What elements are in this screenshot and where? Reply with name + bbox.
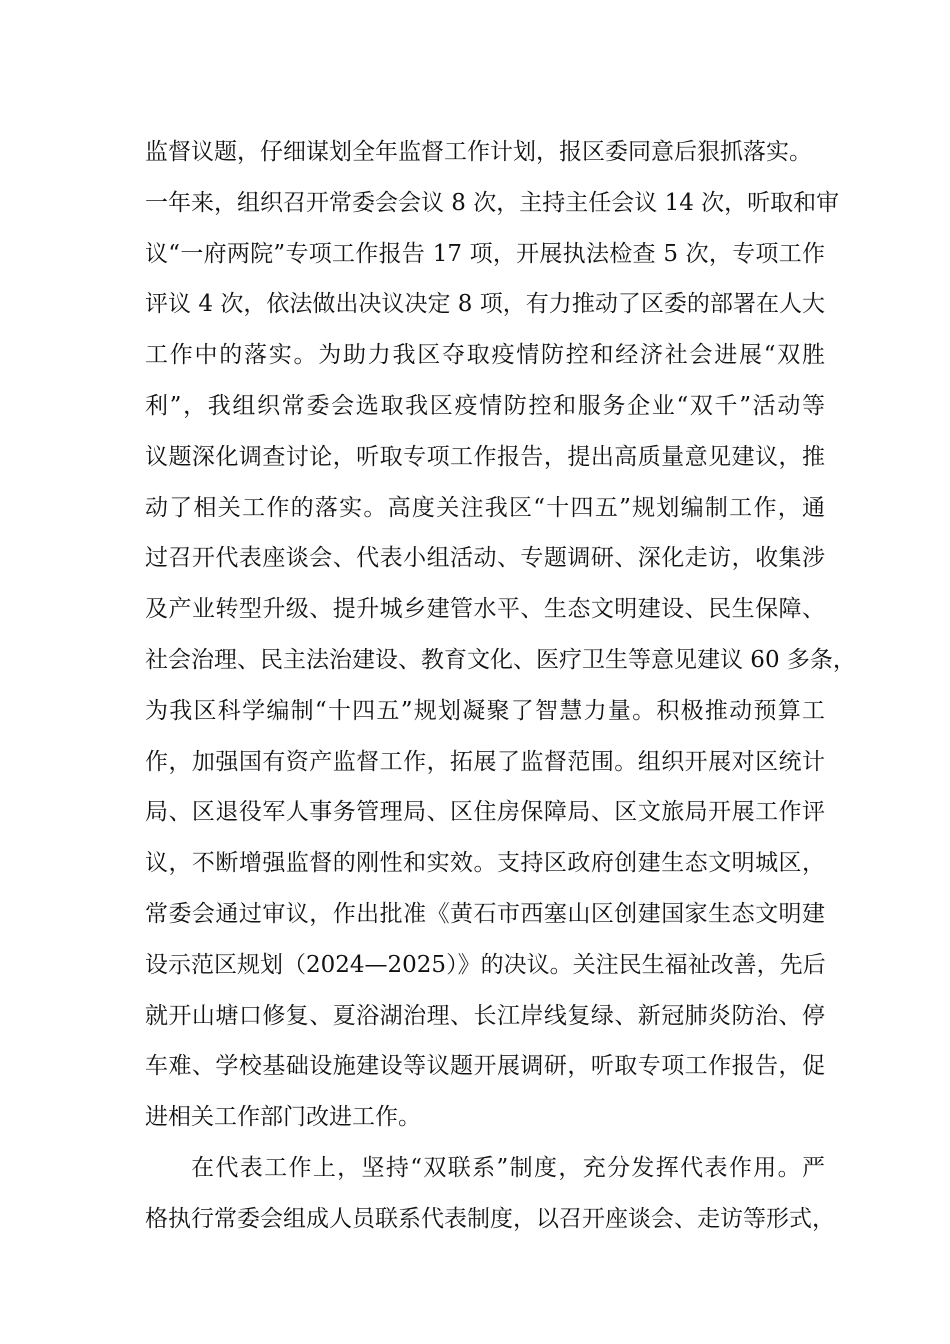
- text-line: 进相关工作部门改进工作。: [145, 1104, 421, 1131]
- text-line: 就开山塘口修复、夏浴湖治理、长江岸线复绿、新冠肺炎防治、停: [145, 1002, 825, 1029]
- text-line: 动了相关工作的落实。高度关注我区“十四五”规划编制工作，通: [145, 494, 825, 521]
- text-line: 利”，我组织常委会选取我区疫情防控和服务企业“双千”活动等: [145, 392, 825, 419]
- text-line: 常委会通过审议，作出批准《黄石市西塞山区创建国家生态文明建: [145, 900, 825, 927]
- text-line: 评议 4 次，依法做出决议决定 8 项，有力推动了区委的部署在人大: [145, 291, 825, 318]
- paragraph-first-line: 在代表工作上，坚持“双联系”制度，充分发挥代表作用。严: [191, 1154, 825, 1181]
- text-line: 议“一府两院”专项工作报告 17 项，开展执法检查 5 次，专项工作: [145, 240, 825, 267]
- text-line: 及产业转型升级、提升城乡建管水平、生态文明建设、民生保障、: [145, 596, 825, 623]
- text-line: 过召开代表座谈会、代表小组活动、专题调研、深化走访，收集涉: [145, 545, 825, 572]
- text-line: 议题深化调查讨论，听取专项工作报告，提出高质量意见建议，推: [145, 443, 825, 470]
- text-line: 格执行常委会组成人员联系代表制度，以召开座谈会、走访等形式，: [145, 1205, 835, 1232]
- body-text: [145, 127, 856, 1245]
- text-line: 作，加强国有资产监督工作，拓展了监督范围。组织开展对区统计: [145, 748, 825, 775]
- text-line: 局、区退役军人事务管理局、区住房保障局、区文旅局开展工作评: [145, 799, 825, 826]
- text-line: 车难、学校基础设施建设等议题开展调研，听取专项工作报告，促: [145, 1053, 825, 1080]
- text-line: 社会治理、民主法治建设、教育文化、医疗卫生等意见建议 60 多条，: [145, 646, 856, 673]
- text-line: 工作中的落实。为助力我区夺取疫情防控和经济社会进展“双胜: [145, 342, 825, 369]
- text-line: 议，不断增强监督的刚性和实效。支持区政府创建生态文明城区，: [145, 850, 825, 877]
- text-line: 监督议题，仔细谋划全年监督工作计划，报区委同意后狠抓落实。: [145, 139, 812, 165]
- text-line: 为我区科学编制“十四五”规划凝聚了智慧力量。积极推动预算工: [145, 697, 825, 724]
- text-line: 一年来，组织召开常委会会议 8 次，主持主任会议 14 次，听取和审: [145, 189, 840, 216]
- text-line: 设示范区规划（2024—2025）》的决议。关注民生福祉改善，先后: [145, 951, 826, 978]
